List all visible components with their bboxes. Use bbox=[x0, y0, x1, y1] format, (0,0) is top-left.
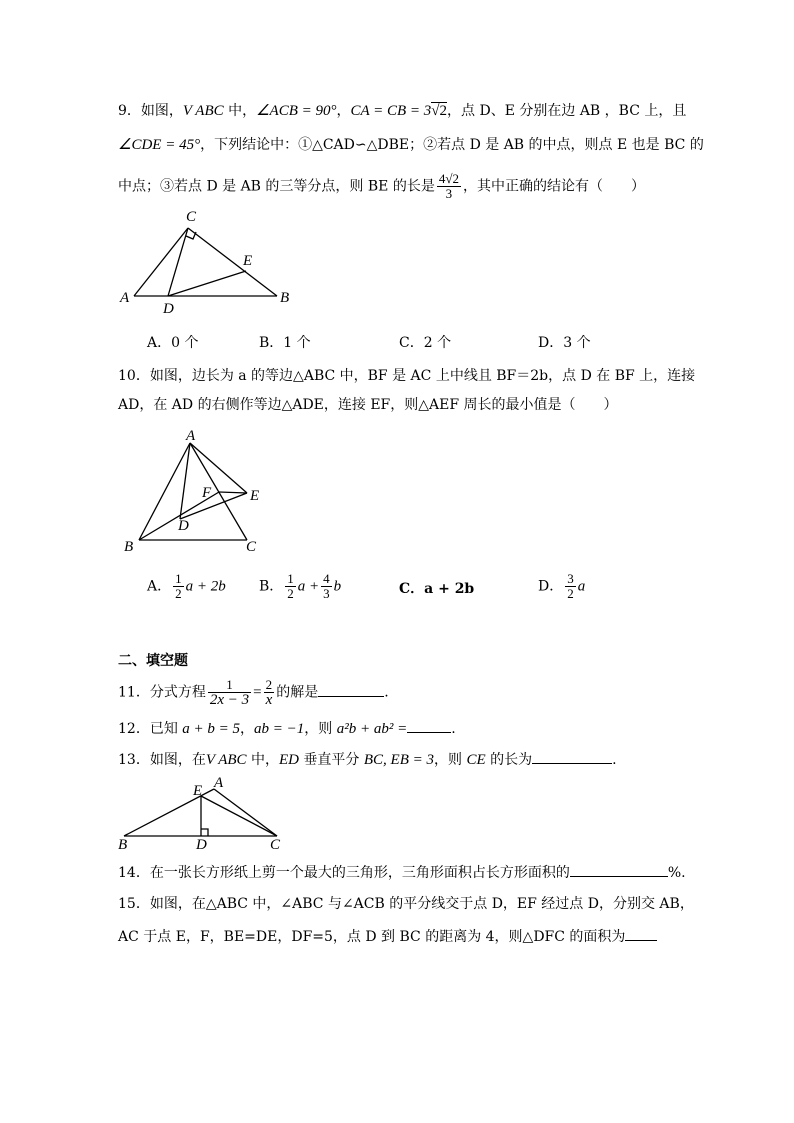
q13-label-a: A bbox=[214, 775, 224, 791]
q9-label-e: E bbox=[243, 253, 253, 269]
q10-line1: 10．如图，边长为 a 的等边△ABC 中，BF 是 AC 上中线且 BF＝2b，点 D 在 BF 上，连接 bbox=[118, 368, 696, 384]
q14-line: 14．在一张长方形纸上剪一个最大的三角形，三角形面积占长方形面积的 %. bbox=[118, 862, 686, 883]
q10-label-c: C bbox=[246, 539, 257, 555]
q15-line1: 15．如图，在△ABC 中，∠ABC 与∠ACB 的平分线交于点 D，EF 经过点 D，分别交 AB， bbox=[118, 896, 694, 912]
q13-label-b: B bbox=[118, 837, 128, 853]
q11-line: 11．分式方程 $\frac{1}{2x - 3}$ = $\frac{2}{x}$ 的解是 . bbox=[118, 677, 389, 708]
q13-right-angle-mark bbox=[201, 829, 208, 836]
q14-answer-blank[interactable] bbox=[570, 862, 668, 877]
q15-line2: AC 于点 E，F，BE=DE，DF=5，点 D 到 BC 的距离为 4，则△DFC 的面积为 bbox=[118, 926, 657, 947]
q13-label-e: E bbox=[193, 783, 203, 799]
q13-segment-ec bbox=[201, 796, 277, 836]
q12-line: 12．已知 a + b = 5，ab = −1，则 a²b + ab² = . bbox=[118, 718, 456, 739]
q9-option-c: C．2 个 bbox=[399, 335, 452, 351]
q9-option-b: B．1 个 bbox=[259, 335, 311, 351]
q15-answer-blank[interactable] bbox=[625, 926, 657, 941]
q10-label-e: E bbox=[250, 488, 260, 504]
q9-line2: ∠CDE = 45°，下列结论中：①△CAD∽△DBE；②若点 D 是 AB 的中点，则点 E 也是 BC 的 bbox=[118, 137, 704, 153]
q10-label-b: B bbox=[124, 539, 134, 555]
q10-option-d: D． $\frac{3}{2}$ a bbox=[538, 571, 586, 601]
q10-label-f: F bbox=[202, 485, 212, 501]
q10-line2: AD，在 AD 的右侧作等边△ADE，连接 EF，则△AEF 周长的最小值是（ ） bbox=[118, 397, 618, 413]
q9-label-c: C bbox=[186, 209, 197, 225]
q9-label-b: B bbox=[280, 290, 290, 306]
q13-label-d: D bbox=[196, 837, 207, 853]
q10-label-d: D bbox=[178, 518, 189, 534]
q9-number: 9． bbox=[118, 103, 141, 119]
q9-line3: 中点；③若点 D 是 AB 的三等分点，则 BE 的长是 $\frac{4√2}{3}$ ，其中正确的结论有（ ） bbox=[118, 171, 645, 201]
fraction-4root2-over-3: $\frac{4√2}{3}$ bbox=[438, 171, 459, 201]
q9-option-a: A．0 个 bbox=[147, 335, 199, 351]
q13-segment-ac bbox=[214, 789, 277, 836]
q10-option-b: B． $\frac{1}{2}$ a + $\frac{4}{3}$ b bbox=[259, 571, 342, 601]
section-heading-fill-in: 二、填空题 bbox=[118, 653, 188, 669]
q10-option-a: A． $\frac{1}{2}$ a + 2b bbox=[147, 571, 226, 601]
q9-option-d: D．3 个 bbox=[538, 335, 591, 351]
q13-line: 13．如图，在V ABC 中，ED 垂直平分 BC, EB = 3，则 CE 的长为 . bbox=[118, 749, 617, 770]
sqrt-symbol: √2 bbox=[431, 103, 448, 119]
q9-label-d: D bbox=[163, 301, 174, 317]
q13-label-c: C bbox=[270, 837, 281, 853]
q9-line1: 9．如图，V ABC 中，∠ACB = 90°，CA = CB = 3√2，点 D、E 分别在边 AB ，BC 上，且 bbox=[118, 103, 687, 119]
q10-label-a: A bbox=[186, 428, 196, 444]
q10-option-c: C．a + 2b bbox=[399, 581, 475, 597]
q9-label-a: A bbox=[120, 290, 130, 306]
